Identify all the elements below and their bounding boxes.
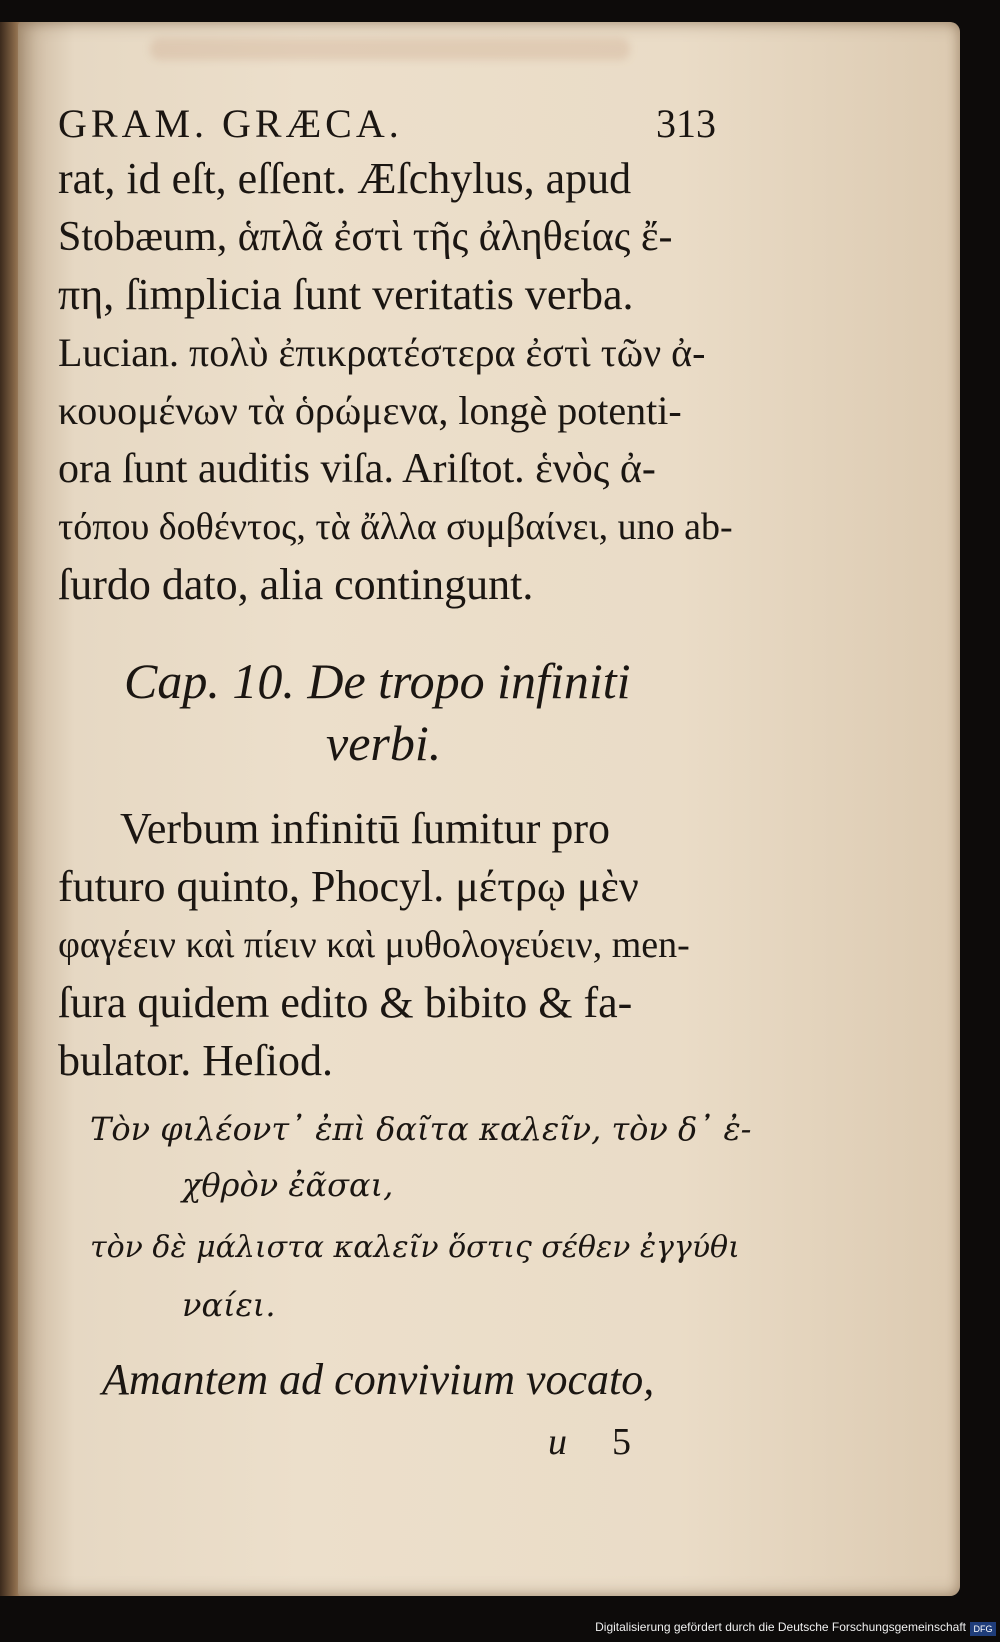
verse-line: ναίει. [182,1286,276,1324]
body-line: ora ſunt auditis viſa. Ariſtot. ἑνὸς ἀ- [58,446,656,492]
running-title: GRAM. GRÆCA. [58,101,403,146]
verse-line: τὸν δὲ μάλιστα καλεῖν ὅστις σέθεν ἐγγύθι [90,1230,740,1265]
paragraph-line: φαγέειν καὶ πίειν καὶ μυθολογεύειν, men- [58,924,690,966]
verse-line: χθρὸν ἐᾶσαι, [182,1166,394,1204]
paragraph-line: ſura quidem edito & bibito & fa- [58,978,633,1027]
translation-line: Amantem ad convivium vocato, [102,1355,655,1404]
body-line: κουομένων τὰ ὁρώμενα, longè potenti- [58,388,682,433]
dfg-logo: DFG [970,1622,996,1636]
body-line: Lucian. πολὺ ἐπικρατέστερα ἐστὶ τῶν ἀ- [58,330,706,375]
paragraph-line: bulator. Heſiod. [58,1036,333,1085]
chapter-heading-cont: verbi. [326,715,442,771]
page-number: 313 [656,101,716,146]
body-line: ſurdo dato, alia contingunt. [58,560,534,609]
signature-number: 5 [612,1421,631,1463]
running-header [58,100,716,147]
body-line: τόπου δοθέντος, τὰ ἄλλα συμβαίνει, uno ab- [58,506,733,548]
body-line: Stobæum, ἁπλᾶ ἐστὶ τῆς ἀληθείας ἔ- [58,214,673,260]
verse-line: Τὸν φιλέοντ᾽ ἐπὶ δαῖτα καλεῖν, τὸν δ᾽ ἐ- [90,1110,752,1148]
chapter-heading: Cap. 10. De tropo infiniti [124,653,631,709]
paragraph-line: Verbum infinitū ſumitur pro [120,804,611,853]
paragraph-line: futuro quinto, Phocyl. μέτρῳ μὲν [58,862,639,911]
signature-mark: u [548,1421,567,1463]
footer-bar [0,1612,1000,1642]
footer-credit: Digitalisierung gefördert durch die Deutsche Forschungsgemeinschaft [595,1620,966,1634]
ink-bleed [150,38,630,60]
body-line: πη, ſimplicia ſunt veritatis verba. [58,270,634,319]
body-line: rat, id eſt, eſſent. Æſchylus, apud [58,154,632,203]
